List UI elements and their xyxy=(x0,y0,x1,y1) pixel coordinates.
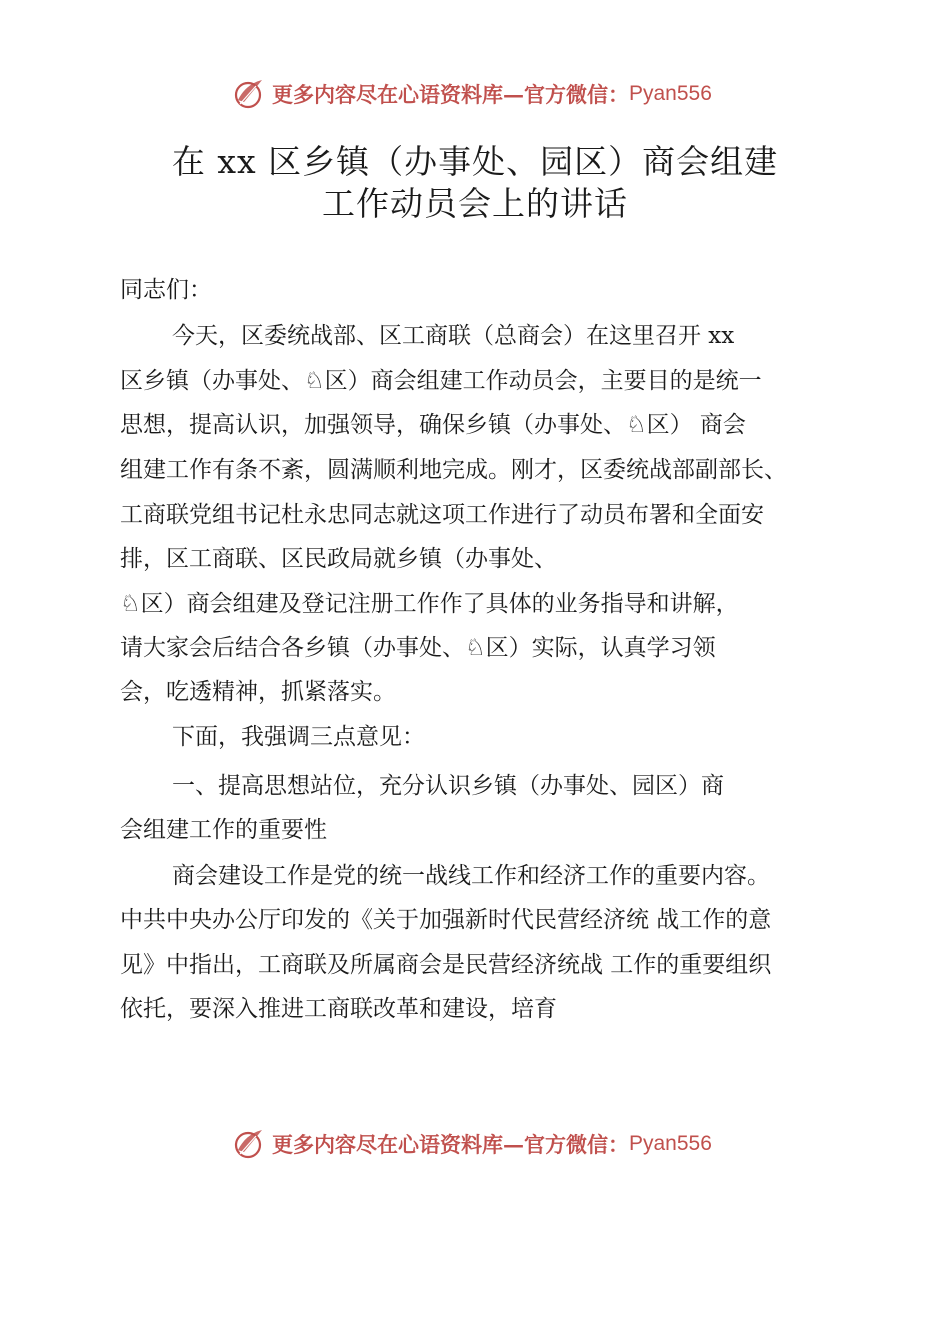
paragraph-line: ♘区）商会组建及登记注册工作作了具体的业务指导和讲解， xyxy=(120,591,739,617)
watermark-account: Pyan556 xyxy=(629,82,712,105)
paragraph-line: 工商联党组书记杜永忠同志就这项工作进行了动员布署和全面安 xyxy=(120,502,764,528)
watermark-text: 更多内容尽在心语资料库—官方微信： xyxy=(272,1132,629,1157)
paragraph-line: 下面，我强调三点意见： xyxy=(172,724,425,750)
watermark-account: Pyan556 xyxy=(629,1132,712,1155)
watermark-text: 更多内容尽在心语资料库—官方微信： xyxy=(272,82,629,107)
document-title-line-1: 在 xx 区乡镇（办事处、园区）商会组建 xyxy=(171,142,779,181)
watermark-banner-bottom xyxy=(232,1124,712,1164)
paragraph-line: 会，吃透精神，抓紧落实。 xyxy=(120,679,396,705)
paragraph-line: 今天，区委统战部、区工商联（总商会）在这里召开 xx xyxy=(172,323,735,349)
paragraph-line: 组建工作有条不紊，圆满顺利地完成。刚才，区委统战部副部长、 xyxy=(120,457,787,483)
section-heading-line: 会组建工作的重要性 xyxy=(120,817,327,843)
paragraph-line: 商会建设工作是党的统一战线工作和经济工作的重要内容。 xyxy=(172,863,770,889)
paragraph-line: 见》中指出，工商联及所属商会是民营经济统战 工作的重要组织 xyxy=(120,952,772,978)
quill-logo-icon xyxy=(232,1126,268,1162)
salutation: 同志们： xyxy=(120,277,212,303)
document-title-line-2: 工作动员会上的讲话 xyxy=(322,184,628,223)
paragraph-line: 排，区工商联、区民政局就乡镇（办事处、 xyxy=(120,546,557,572)
paragraph-line: 思想，提高认识，加强领导，确保乡镇（办事处、♘区） 商会 xyxy=(120,412,746,438)
paragraph-line: 区乡镇（办事处、♘区）商会组建工作动员会，主要目的是统一 xyxy=(120,368,762,394)
paragraph-line: 依托，要深入推进工商联改革和建设，培育 xyxy=(120,996,557,1022)
quill-logo-icon xyxy=(232,76,268,112)
watermark-banner-top xyxy=(232,74,712,114)
paragraph-line: 请大家会后结合各乡镇（办事处、♘区）实际，认真学习领 xyxy=(120,635,716,661)
paragraph-line: 中共中央办公厅印发的《关于加强新时代民营经济统 战工作的意 xyxy=(120,907,772,933)
section-heading-line: 一、提高思想站位，充分认识乡镇（办事处、园区）商 xyxy=(172,773,724,799)
